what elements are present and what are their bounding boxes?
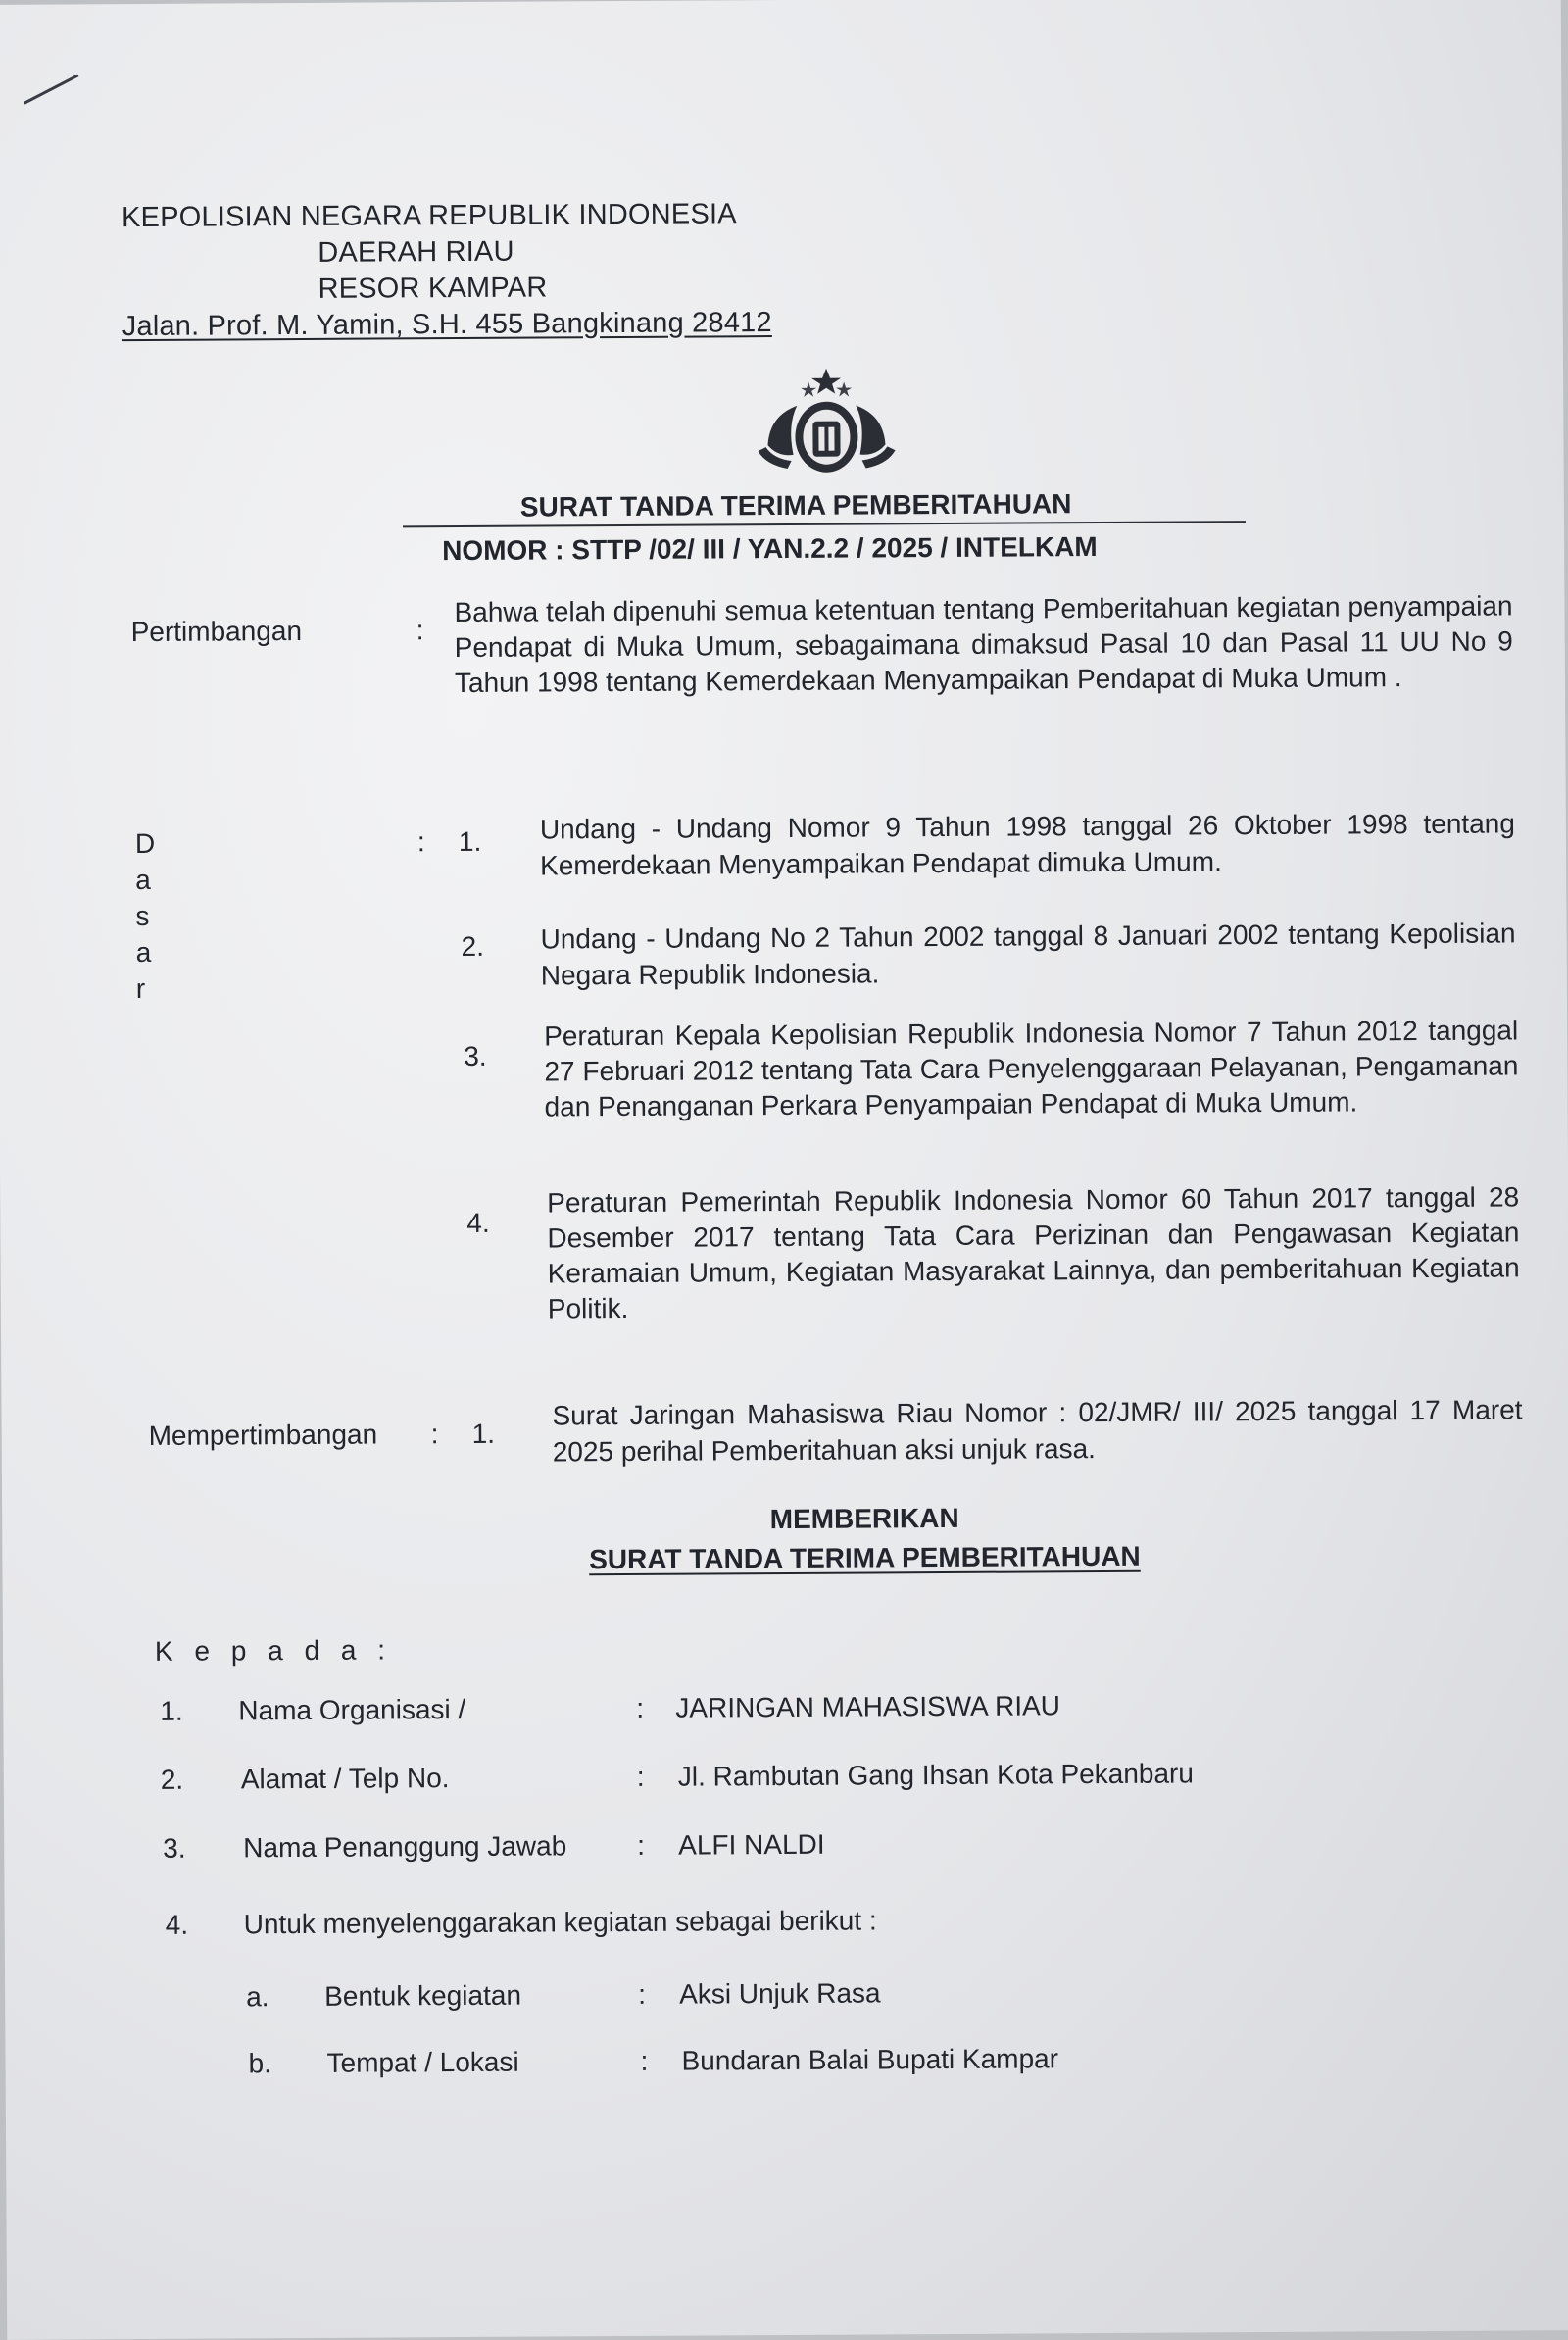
pertimbangan-colon: : (416, 615, 424, 646)
letterhead-address: Jalan. Prof. M. Yamin, S.H. 455 Bangkinang 28412 (122, 307, 772, 343)
location-value: Bundaran Balai Bupati Kampar (681, 2043, 1059, 2076)
kepada-item-2-number: 2. (160, 1764, 184, 1795)
mempertimbangan-number: 1. (471, 1418, 496, 1449)
document-number: NOMOR : STTP /02/ III / YAN.2.2 / 2025 / INTELKAM (442, 531, 1098, 567)
location-number: b. (248, 2048, 272, 2079)
activity-type-row (246, 1974, 1422, 2020)
memberikan-line-1: MEMBERIKAN (769, 1502, 959, 1535)
mempertimbangan-colon: : (430, 1419, 439, 1450)
memberikan-line-2: SURAT TANDA TERIMA PEMBERITAHUAN (589, 1540, 1141, 1575)
document-title: SURAT TANDA TERIMA PEMBERITAHUAN (519, 488, 1072, 523)
location-label: Tempat / Lokasi (326, 2046, 519, 2078)
location-row (248, 2041, 1424, 2087)
kepada-item-3-number: 3. (163, 1832, 186, 1864)
kepada-item-3-label: Nama Penanggung Jawab (243, 1830, 567, 1864)
responsible-person-value: ALFI NALDI (678, 1828, 825, 1861)
kepada-item-4 (166, 1902, 1440, 1949)
dasar-item-4-number: 4. (466, 1207, 490, 1238)
dasar-item-4-text: Peraturan Pemerintah Republik Indonesia Nomor 60 Tahun 2017 tanggal 28 Desember 2017 tentang Tata Cara Perizinan dan Pengawasan Kegiatan Keramaian Umum, Kegiatan Masyarakat Lainnya, dan pemberitahuan Kegiatan Politik. (547, 1181, 1520, 1324)
document-title-block (403, 487, 1246, 567)
activity-type-number: a. (246, 1981, 270, 2013)
activity-type-label: Bentuk kegiatan (324, 1979, 522, 2012)
dasar-item-3-number: 3. (464, 1040, 487, 1071)
kepada-item-2 (161, 1757, 1435, 1804)
kepada-item-1 (160, 1688, 1434, 1735)
letterhead-line-1: KEPOLISIAN NEGARA REPUBLIK INDONESIA (121, 198, 737, 234)
kepada-item-3-colon: : (637, 1829, 646, 1861)
dasar-item-1-number: 1. (458, 825, 482, 858)
dasar-item-1-text: Undang - Undang Nomor 9 Tahun 1998 tanggal 26 Oktober 1998 tentang Kemerdekaan Menyampaikan Pendapat dimuka Umum. (539, 808, 1515, 881)
pencil-mark (24, 74, 78, 104)
activity-type-colon: : (638, 1978, 647, 2010)
dasar-item-3-text: Peraturan Kepala Kepolisian Republik Indonesia Nomor 7 Tahun 2012 tanggal 27 Februari 2012 tentang Tata Cara Penyelenggaraan Pelayanan, Pengamanan dan Penanganan Perkara Penyampaian Pendapat di Muka Umum. (544, 1015, 1519, 1122)
activity-type-value: Aksi Unjuk Rasa (679, 1977, 881, 2010)
kepada-item-1-colon: : (636, 1692, 645, 1723)
address-value: Jl. Rambutan Gang Ihsan Kota Pekanbaru (677, 1758, 1194, 1792)
pertimbangan-label: Pertimbangan (130, 615, 303, 648)
kepada-item-1-label: Nama Organisasi / (238, 1693, 466, 1726)
dasar-label: D a s a r (134, 827, 158, 1005)
dasar-item-2-number: 2. (461, 930, 485, 963)
pertimbangan-text: Bahwa telah dipenuhi semua ketentuan tentang Pemberitahuan kegiatan penyampaian Pendapat di Muka Umum, sebagaimana dimaksud Pasal 10 dan Pasal 11 UU No 9 Tahun 1998 tentang Kemerdekaan Menyampaikan Pendapat di Muka Umum . (454, 590, 1513, 699)
letterhead-line-2: DAERAH RIAU (318, 235, 514, 269)
mempertimbangan-label: Mempertimbangan (148, 1419, 378, 1451)
kepada-item-3 (163, 1825, 1437, 1872)
location-colon: : (640, 2045, 649, 2076)
letterhead (122, 196, 772, 345)
memberikan-heading (492, 1497, 1237, 1580)
organization-name-value: JARINGAN MAHASISWA RIAU (675, 1690, 1061, 1723)
mempertimbangan-text: Surat Jaringan Mahasiswa Riau Nomor : 02/JMR/ III/ 2025 tanggal 17 Maret 2025 perihal Pemberitahuan aksi unjuk rasa. (552, 1394, 1523, 1468)
kepada-item-2-label: Alamat / Telp No. (240, 1763, 450, 1795)
dasar-colon: : (416, 826, 425, 858)
kepada-item-2-colon: : (636, 1761, 645, 1792)
police-emblem-icon (748, 366, 906, 490)
kepada-item-4-label: Untuk menyelenggarakan kegiatan sebagai berikut : (243, 1905, 877, 1940)
kepada-item-4-number: 4. (165, 1909, 189, 1940)
kepada-label: K e p a d a : (154, 1634, 393, 1667)
kepada-item-1-number: 1. (160, 1695, 183, 1726)
dasar-item-2-text: Undang - Undang No 2 Tahun 2002 tanggal 8 Januari 2002 tentang Kepolisian Negara Republik Indonesia. (540, 918, 1516, 991)
letterhead-line-3: RESOR KAMPAR (318, 272, 548, 305)
